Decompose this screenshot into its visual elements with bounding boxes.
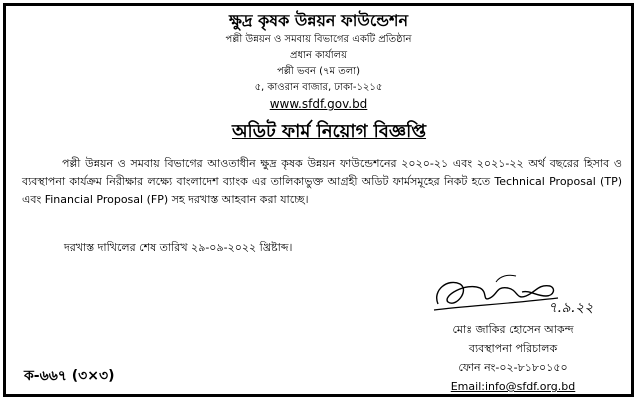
organization-name: ক্ষুদ্র কৃষক উন্নয়ন ফাউন্ডেশন — [228, 11, 409, 30]
signature-date: ৭.৯.২২ — [548, 300, 594, 316]
website-link[interactable]: www.sfdf.gov.bd — [269, 97, 368, 111]
notice-header — [6, 10, 631, 113]
signer-name: মোঃ জাকির হোসেন আকন্দ — [452, 323, 574, 336]
organization-affiliation: পল্লী উন্নয়ন ও সমবায় বিভাগের একটি প্রতিষ্ঠান — [225, 34, 412, 45]
notice-body-paragraph — [22, 155, 622, 209]
notice-frame — [3, 3, 634, 397]
signer-block — [418, 320, 608, 396]
signer-phone: ফোন নং-০২-৮১৮০১৫০ — [458, 361, 568, 374]
office-address: ৫, কাওরান বাজার, ঢাকা-১২১৫ — [254, 82, 383, 93]
application-deadline: দরখাস্ত দাখিলের শেষ তারিখ ২৯-০৯-২০২২ খ্রিষ্টাব্দ। — [64, 241, 293, 254]
reference-number: ক-৬৬৭ (৩×৩) — [24, 368, 115, 384]
signer-email[interactable]: Email:info@sfdf.org.bd — [450, 380, 576, 393]
notice-title: অডিট ফার্ম নিয়োগ বিজ্ঞপ্তি — [231, 121, 427, 142]
signer-designation: ব্যবস্থাপনা পরিচালক — [468, 342, 558, 355]
signature-image — [426, 268, 566, 318]
head-office-label: প্রধান কার্যালয় — [289, 50, 347, 61]
building-name: পল্লী ভবন (৭ম তলা) — [277, 66, 360, 77]
body-text: পল্লী উন্নয়ন ও সমবায় বিভাগের আওতাধীন ক্ষুদ্র কৃষক উন্নয়ন ফাউন্ডেশনের ২০২০-২১ এবং ২০২১-২২ অর্থ বছরের হিসাব ও ব্যবস্থাপনা কার্যক্রম নিরীক্ষার লক্ষ্যে বাংলাদেশ ব্যাংক এর তালিকাভুক্ত আগ্রহী অডিট ফার্মসমূহের নিকট হতে Technical Proposal (TP) এবং Financial Proposal (FP) সহ দরখাস্ত আহবান করা যাচ্ছে। — [22, 157, 622, 206]
